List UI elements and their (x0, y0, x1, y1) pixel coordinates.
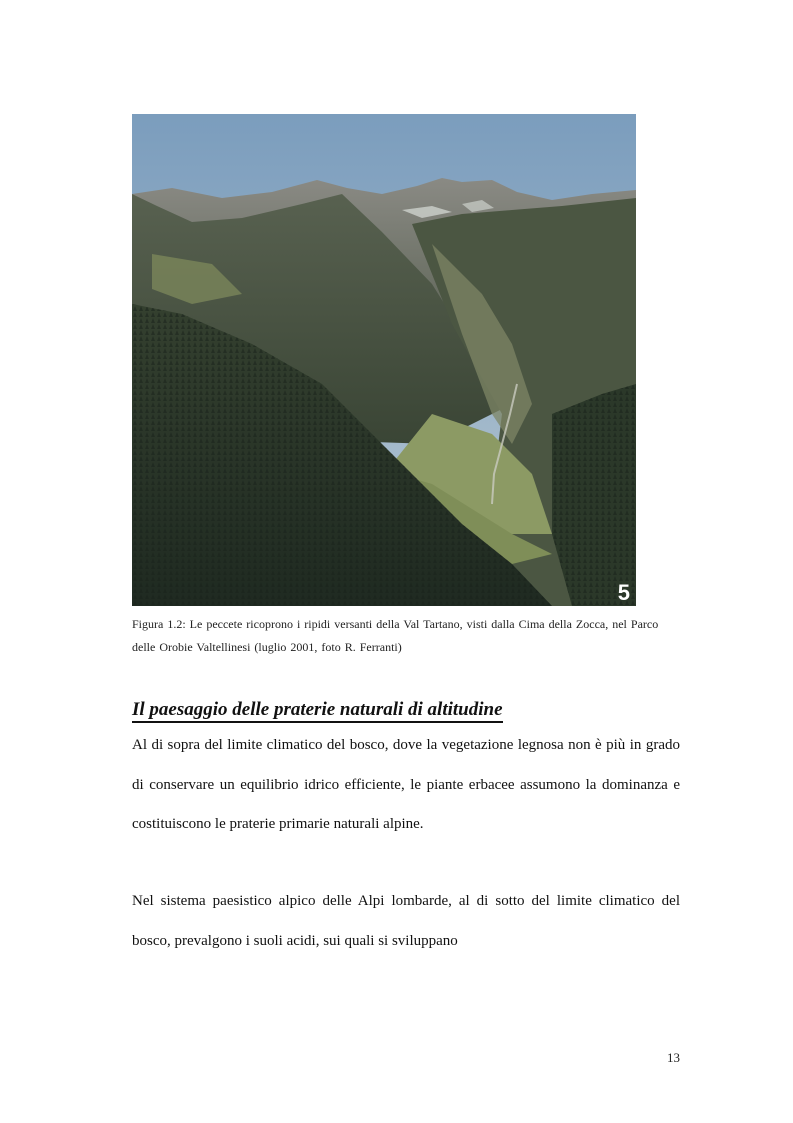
figure-photo (132, 114, 636, 606)
photo-number-label: 5 (617, 580, 630, 605)
section-heading (132, 697, 680, 723)
figure-caption: Figura 1.2: Le peccete ricoprono i ripidi versanti della Val Tartano, visti dalla Cima della Zocca, nel Parco delle Orobie Valtellinesi (luglio 2001, foto R. Ferranti) (132, 617, 659, 654)
page-number: 13 (667, 1050, 680, 1065)
body-paragraph-1: Al di sopra del limite climatico del bosco, dove la vegetazione legnosa non è più in grado di conservare un equilibrio idrico efficiente, le piante erbacee assumono la dominanza e costituiscono le praterie primarie naturali alpine. (132, 737, 680, 832)
mountain-valley-image (132, 114, 636, 606)
body-paragraph-2: Nel sistema paesistico alpico delle Alpi lombarde, al di sotto del limite climatico del bosco, prevalgono i suoli acidi, sui quali si sviluppano (132, 893, 680, 949)
section-heading-text: Il paesaggio delle praterie naturali di altitudine (132, 699, 503, 723)
